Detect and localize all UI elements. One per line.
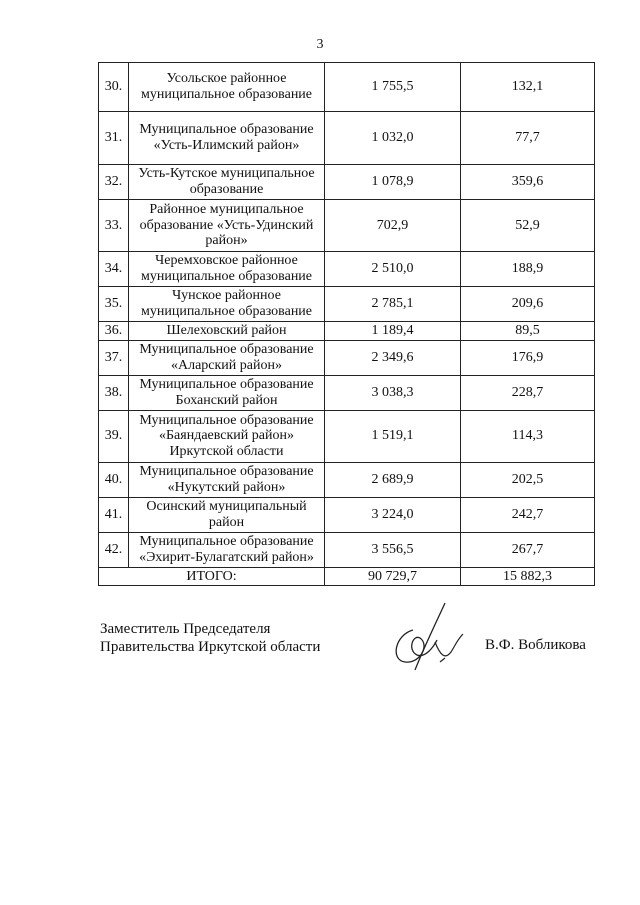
value-column-2: 228,7: [461, 375, 595, 410]
signatory-title: [100, 620, 320, 656]
row-number: 32.: [99, 165, 129, 200]
municipality-name: Шелеховский район: [129, 322, 325, 341]
table-row: [99, 322, 595, 341]
table-row: [99, 410, 595, 462]
table-row: [99, 497, 595, 532]
value-column-1: 2 689,9: [325, 462, 461, 497]
value-column-1: 2 785,1: [325, 287, 461, 322]
value-column-2: 52,9: [461, 200, 595, 252]
municipality-name: Муниципальное образование «Усть-Илимский район»: [129, 112, 325, 165]
signatory-title-line-2: Правительства Иркутской области: [100, 639, 321, 655]
signatory-name: В.Ф. Вобликова: [485, 637, 586, 653]
value-column-2: 359,6: [461, 165, 595, 200]
row-number: 37.: [99, 340, 129, 375]
value-column-1: 3 224,0: [325, 497, 461, 532]
value-column-1: 3 556,5: [325, 532, 461, 567]
handwritten-signature: [385, 600, 475, 675]
row-number: 41.: [99, 497, 129, 532]
value-column-1: 1 755,5: [325, 63, 461, 112]
value-column-1: 2 349,6: [325, 340, 461, 375]
table-row: [99, 287, 595, 322]
municipality-name: Муниципальное образование «Нукутский район»: [129, 462, 325, 497]
value-column-1: 702,9: [325, 200, 461, 252]
page-number: 3: [316, 37, 324, 52]
row-number: 33.: [99, 200, 129, 252]
value-column-1: 3 038,3: [325, 375, 461, 410]
value-column-2: 77,7: [461, 112, 595, 165]
total-value-1: 90 729,7: [325, 567, 461, 586]
table-row: [99, 462, 595, 497]
municipality-name: Осинский муниципальный район: [129, 497, 325, 532]
table-row: [99, 375, 595, 410]
table-row: [99, 252, 595, 287]
municipality-name: Муниципальное образование «Баяндаевский район» Иркутской области: [129, 410, 325, 462]
municipality-name: Черемховское районное муниципальное образование: [129, 252, 325, 287]
value-column-2: 132,1: [461, 63, 595, 112]
value-column-2: 267,7: [461, 532, 595, 567]
table-row: [99, 532, 595, 567]
table-row: [99, 165, 595, 200]
total-label: ИТОГО:: [99, 567, 325, 586]
row-number: 40.: [99, 462, 129, 497]
row-number: 42.: [99, 532, 129, 567]
total-row: [99, 567, 595, 586]
value-column-2: 242,7: [461, 497, 595, 532]
table-row: [99, 200, 595, 252]
row-number: 39.: [99, 410, 129, 462]
row-number: 36.: [99, 322, 129, 341]
row-number: 38.: [99, 375, 129, 410]
value-column-2: 209,6: [461, 287, 595, 322]
row-number: 31.: [99, 112, 129, 165]
value-column-2: 202,5: [461, 462, 595, 497]
municipality-name: Муниципальное образование Боханский район: [129, 375, 325, 410]
municipality-name: Усть-Кутское муниципальное образование: [129, 165, 325, 200]
signatory-title-line-1: Заместитель Председателя: [100, 621, 271, 637]
municipality-name: Муниципальное образование «Аларский район»: [129, 340, 325, 375]
value-column-2: 176,9: [461, 340, 595, 375]
municipality-name: Районное муниципальное образование «Усть-Удинский район»: [129, 200, 325, 252]
table-row: [99, 340, 595, 375]
row-number: 30.: [99, 63, 129, 112]
value-column-2: 114,3: [461, 410, 595, 462]
municipality-name: Усольское районное муниципальное образование: [129, 63, 325, 112]
row-number: 34.: [99, 252, 129, 287]
municipality-name: Муниципальное образование «Эхирит-Булагатский район»: [129, 532, 325, 567]
municipal-table: [98, 62, 595, 586]
value-column-1: 1 189,4: [325, 322, 461, 341]
value-column-1: 1 519,1: [325, 410, 461, 462]
value-column-1: 1 078,9: [325, 165, 461, 200]
value-column-2: 89,5: [461, 322, 595, 341]
row-number: 35.: [99, 287, 129, 322]
table-row: [99, 112, 595, 165]
table-row: [99, 63, 595, 112]
value-column-2: 188,9: [461, 252, 595, 287]
municipality-name: Чунское районное муниципальное образование: [129, 287, 325, 322]
value-column-1: 2 510,0: [325, 252, 461, 287]
total-value-2: 15 882,3: [461, 567, 595, 586]
value-column-1: 1 032,0: [325, 112, 461, 165]
